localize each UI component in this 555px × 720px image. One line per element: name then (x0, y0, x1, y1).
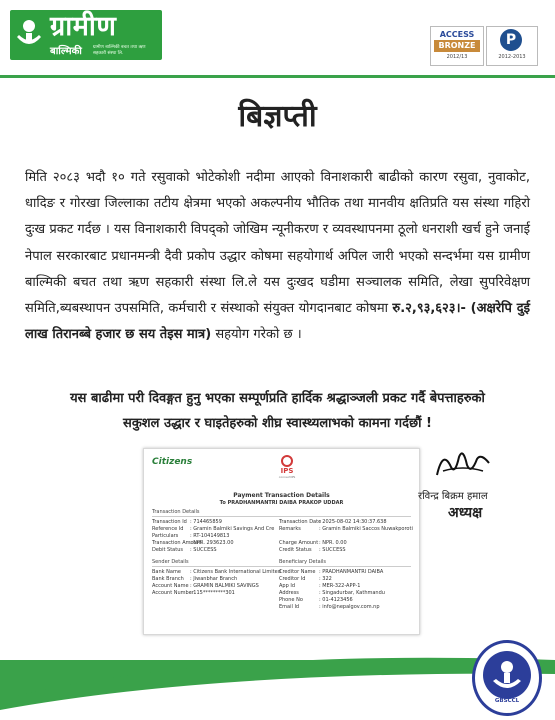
receipt-field-value: : SUCCESS (319, 547, 346, 553)
receipt-row (152, 547, 411, 554)
condolence-message (10, 386, 545, 436)
receipt-field-value: : MER-322-APP-1 (319, 583, 361, 589)
signatory-role: अध्यक्ष (448, 505, 483, 521)
receipt-row (152, 590, 411, 597)
p-icon: P (500, 29, 522, 51)
receipt-field-value: : 322 (319, 576, 332, 582)
receipt-field-label: Account Number (152, 590, 194, 596)
receipt-field-value: : NPR. 0.00 (319, 540, 347, 546)
receipt-field-value: : Gramin Balmiki Savings And Cre (190, 526, 275, 532)
receipt-field-value: : Singadurbar, Kathmandu (319, 590, 385, 596)
cert-access-year: 2012/13 (446, 54, 468, 60)
receipt-field-label: Reference Id (152, 526, 184, 532)
receipt-field-value: : 01-4123456 (319, 597, 353, 603)
receipt-field-value: : GRAMIN BALMIKI SAVINGS (190, 583, 259, 589)
logo-title: ग्रामीण (50, 11, 117, 42)
receipt-field-value: : NPR. 293623.00 (190, 540, 234, 546)
donation-amount: रु.२,९३,६२३।- (अक्षरेपि दुई लाख तिरानब्बे हजार छ सय तेइस मात्र) (25, 301, 530, 343)
receipt-field-label: Credit Status (279, 547, 312, 553)
sender-beneficiary-grid (152, 569, 411, 611)
receipt-row (152, 583, 411, 590)
logo-subtitle: बाल्मिकी (50, 46, 82, 57)
receipt-field-value: : 714465859 (190, 519, 222, 525)
receipt-field-label: Address (279, 590, 299, 596)
receipt-row (152, 540, 411, 547)
receipt-field-label: Account Name (152, 583, 189, 589)
society-badge (472, 640, 542, 716)
transaction-details-grid (152, 519, 411, 554)
receipt-field-label: Debit Status (152, 547, 183, 553)
notice-paragraph (25, 165, 530, 348)
receipt-field-label: Transaction Id (152, 519, 187, 525)
beneficiary-details-section: Beneficiary Details (279, 559, 411, 567)
receipt-row (152, 604, 411, 611)
receipt-field-label: Creditor Id (279, 576, 306, 582)
hand-emblem-icon (15, 17, 43, 53)
notice-text-end: सहयोग गरेको छ । (215, 327, 302, 343)
badge-text: GBSCCL (494, 698, 520, 704)
notice-title: बिज्ञप्ती (238, 99, 317, 134)
receipt-field-label: Bank Branch (152, 576, 184, 582)
hands-emblem-icon (483, 651, 531, 699)
header-divider (0, 75, 555, 78)
receipt-field-label: Phone No (279, 597, 303, 603)
receipt-field-value: : RT-104149813 (190, 533, 230, 539)
ips-tag: connectIPS (278, 475, 296, 479)
signature-icon (433, 445, 493, 483)
receipt-row (152, 526, 411, 533)
payment-receipt-image (143, 448, 420, 635)
receipt-field-value: : 115*********301 (190, 590, 235, 596)
receipt-field-value: : info@nepalgov.com.np (319, 604, 380, 610)
cert-bronze-label: BRONZE (434, 40, 480, 52)
receipt-field-label: Particulars (152, 533, 179, 539)
receipt-heading: Payment Transaction Details (233, 492, 330, 499)
receipt-field-value: : Gramin Balmiki Saccos Nuwakporoti (319, 526, 413, 532)
receipt-field-label: Charge Amount (279, 540, 319, 546)
receipt-field-value: : PRADHANMANTRI DAIBA (319, 569, 384, 575)
receipt-field-label: Transaction Amount (152, 540, 202, 546)
receipt-field-label: App Id (279, 583, 296, 589)
receipt-field-label: Creditor Name (279, 569, 316, 575)
logo-tagline: ग्रामीण बाल्मिकी बचत तथा ऋण सहकारी संस्था लि. (93, 45, 146, 56)
receipt-field-label: Remarks (279, 526, 301, 532)
receipt-subheading: To PRADHANMANTRI DAIBA PRAKOP UDDAR (219, 500, 344, 506)
pearls-certificate (486, 26, 538, 66)
receipt-row (152, 519, 411, 526)
receipt-field-label: Bank Name (152, 569, 181, 575)
receipt-row (152, 597, 411, 604)
signatory-name: रविन्द्र बिक्रम हमाल (418, 491, 488, 502)
ips-label: IPS (280, 467, 294, 475)
connectips-logo (272, 455, 302, 479)
receipt-field-label: Transaction Date (279, 519, 322, 525)
sender-details-section: Sender Details (152, 559, 279, 567)
organization-logo (10, 10, 162, 60)
receipt-field-value: : SUCCESS (190, 547, 217, 553)
receipt-row (152, 569, 411, 576)
citizens-bank-logo: Citizens (152, 457, 193, 467)
notice-text: मिति २०८३ भदौ १० गते रसुवाको भोटेकोशी नदीमा आएको विनाशकारी बाढीको कारण रसुवा, नुवाकोट, धादिङ र गोरखा जिल्लाका तटीय क्षेत्रमा भएको अकल्पनीय भौतिक तथा मानवीय क्षतिप्रति यस संस्था गहिरो दुःख प्रकट गर्दछ । यस विनाशकारी विपद्को जोखिम न्यूनीकरण र व्यवस्थापनमा ठूलो धनराशी खर्च हुने जनाई नेपाल सरकारबाट प्रधानमन्त्री दैवी प्रकोप उद्धार कोषमा सहयोगार्थ अपिल जारी भएको सन्दर्भमा यस ग्रामीण बाल्मिकी बचत तथा ऋण सहकारी संस्था लि.ले यस दुःखद घडीमा सञ्चालक समिति, लेखा सुपरिवेक्षण समिति,ब्यबस्थापन उपसमिति, कर्मचारी र संस्थाको संयुक्त योगदानबाट कोषमा (25, 170, 530, 317)
cert-access-label: ACCESS (439, 30, 475, 39)
ips-ring-icon (281, 455, 293, 467)
condolence-line-2: सकुशल उद्धार र घाइतेहरुको शीघ्र स्वास्थ्यलाभको कामना गर्दछौं ! (123, 416, 432, 431)
condolence-line-1: यस बाढीमा परी दिवङ्गत हुनु भएका सम्पूर्णप्रति हार्दिक श्रद्धाञ्जली प्रकट गर्दै बेपत्ताहरुको (70, 391, 485, 406)
receipt-field-label: Email Id (279, 604, 300, 610)
receipt-field-value: : 2025-08-02 14:30:37.638 (319, 519, 387, 525)
receipt-row (152, 533, 411, 540)
receipt-field-value: : Jiwanbhar Branch (190, 576, 238, 582)
receipt-row (152, 576, 411, 583)
transaction-details-section: Transaction Details (152, 509, 411, 517)
cert-p-year: 2012-2013 (498, 54, 526, 60)
receipt-field-value: : Citizens Bank International Limited (190, 569, 281, 575)
access-bronze-certificate (430, 26, 484, 66)
